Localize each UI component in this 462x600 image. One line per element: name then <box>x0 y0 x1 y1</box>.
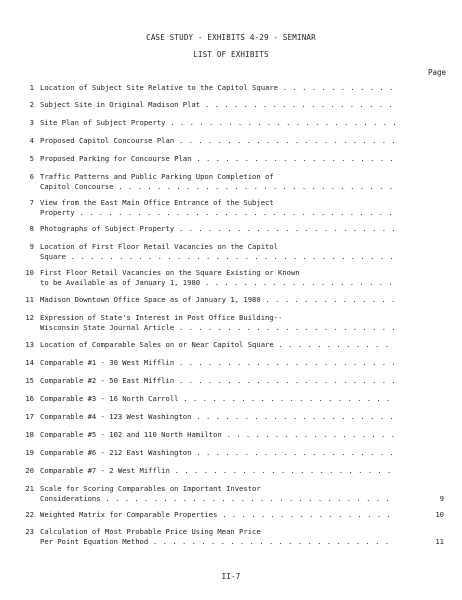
exhibit-number: 12 <box>25 313 34 322</box>
exhibit-title <box>40 448 396 458</box>
exhibit-title-line: Wisconsin State Journal Article . . . <box>40 323 396 333</box>
exhibit-number: 15 <box>25 376 34 385</box>
exhibit-title-line: Proposed Capitol Concourse Plan . . . <box>40 136 396 146</box>
exhibit-title-line: Calculation of Most Probable Price Using Mean Price <box>40 527 261 536</box>
exhibit-page-number: 11 <box>435 537 444 546</box>
exhibit-title <box>40 172 396 192</box>
exhibit-title-line: Traffic Patterns and Public Parking Upon Completion of <box>40 172 274 181</box>
exhibit-number: 21 <box>25 484 34 493</box>
exhibit-page-number: 10 <box>435 510 444 519</box>
exhibit-number: 10 <box>25 268 34 277</box>
exhibit-title <box>40 136 396 146</box>
exhibit-title-line: to be Available as of January 1, 1980 . . . <box>40 278 396 288</box>
exhibit-title-line: Subject Site in Original Madison Plat . . . <box>40 100 396 110</box>
exhibit-number: 20 <box>25 466 34 475</box>
exhibit-title <box>40 394 396 404</box>
exhibit-title <box>40 295 396 305</box>
exhibit-title-line: Capitol Concourse . . . <box>40 182 396 192</box>
exhibit-title <box>40 100 396 110</box>
exhibit-title-line: Property . . . <box>40 208 396 218</box>
exhibit-title-line: Expression of State's Interest in Post Office Building-- <box>40 313 283 322</box>
exhibit-title-line: Weighted Matrix for Comparable Properties . . . <box>40 510 396 520</box>
exhibit-title-line: Location of Subject Site Relative to the Capitol Square . . . <box>40 83 396 93</box>
exhibit-title-line: Comparable #3 - 16 North Carroll . . . <box>40 394 396 404</box>
exhibit-title <box>40 527 396 547</box>
exhibit-number: 23 <box>25 527 34 536</box>
exhibit-title <box>40 376 396 386</box>
exhibit-title-line: Location of Comparable Sales on or Near Capitol Square . . . <box>40 340 396 350</box>
exhibit-title-line: View from the East Main Office Entrance of the Subject <box>40 198 274 207</box>
exhibit-number: 16 <box>25 394 34 403</box>
exhibit-title-line: First Floor Retail Vacancies on the Square Existing or Known <box>40 268 300 277</box>
exhibit-title <box>40 430 396 440</box>
exhibit-number: 4 <box>29 136 34 145</box>
exhibit-title-line: Comparable #5 - 102 and 110 North Hamilton . . . <box>40 430 396 440</box>
exhibit-title-line: Considerations . . . <box>40 494 396 504</box>
exhibit-title-line: Comparable #6 - 212 East Washington . . . <box>40 448 396 458</box>
exhibit-title <box>40 484 396 504</box>
page-footer-number: II-7 <box>221 572 241 581</box>
exhibit-title-line: Per Point Equation Method . . . <box>40 537 396 547</box>
exhibit-title-line: Photographs of Subject Property . . . <box>40 224 396 234</box>
exhibit-title <box>40 340 396 350</box>
exhibit-number: 11 <box>25 295 34 304</box>
exhibit-title <box>40 154 396 164</box>
exhibit-number: 5 <box>29 154 34 163</box>
exhibit-title <box>40 313 396 333</box>
exhibit-title <box>40 198 396 218</box>
exhibit-number: 6 <box>29 172 34 181</box>
exhibit-number: 19 <box>25 448 34 457</box>
exhibit-title-line: Scale for Scoring Comparables on Important Investor <box>40 484 261 493</box>
exhibit-title <box>40 242 396 262</box>
exhibit-title <box>40 224 396 234</box>
exhibit-title-line: Site Plan of Subject Property . . . <box>40 118 396 128</box>
document-title: CASE STUDY - EXHIBITS 4-29 - SEMINAR <box>146 33 316 42</box>
exhibit-number: 13 <box>25 340 34 349</box>
exhibit-title <box>40 510 396 520</box>
exhibit-page-number: 9 <box>439 494 444 503</box>
exhibit-title-line: Madison Downtown Office Space as of January 1, 1980 . . . <box>40 295 396 305</box>
exhibit-number: 14 <box>25 358 34 367</box>
document-subtitle: LIST OF EXHIBITS <box>193 50 269 59</box>
exhibit-title-line: Comparable #4 - 123 West Washington . . . <box>40 412 396 422</box>
exhibit-title-line: Proposed Parking for Concourse Plan . . . <box>40 154 396 164</box>
exhibit-title <box>40 118 396 128</box>
exhibit-number: 8 <box>29 224 34 233</box>
exhibit-title <box>40 268 396 288</box>
exhibit-title-line: Comparable #1 - 30 West Mifflin . . . <box>40 358 396 368</box>
exhibit-title-line: Location of First Floor Retail Vacancies on the Capitol <box>40 242 278 251</box>
exhibit-number: 9 <box>29 242 34 251</box>
exhibit-title <box>40 412 396 422</box>
exhibit-number: 22 <box>25 510 34 519</box>
exhibit-title-line: Comparable #7 - 2 West Mifflin . . . <box>40 466 396 476</box>
exhibit-title <box>40 83 396 93</box>
exhibit-number: 3 <box>29 118 34 127</box>
exhibit-number: 18 <box>25 430 34 439</box>
exhibit-number: 17 <box>25 412 34 421</box>
exhibit-number: 2 <box>29 100 34 109</box>
exhibit-title-line: Square . . . <box>40 252 396 262</box>
page-column-heading: Page <box>427 68 446 77</box>
exhibit-title <box>40 466 396 476</box>
exhibit-title <box>40 358 396 368</box>
exhibit-number: 7 <box>29 198 34 207</box>
exhibit-title-line: Comparable #2 - 50 East Mifflin . . . <box>40 376 396 386</box>
exhibit-number: 1 <box>29 83 34 92</box>
